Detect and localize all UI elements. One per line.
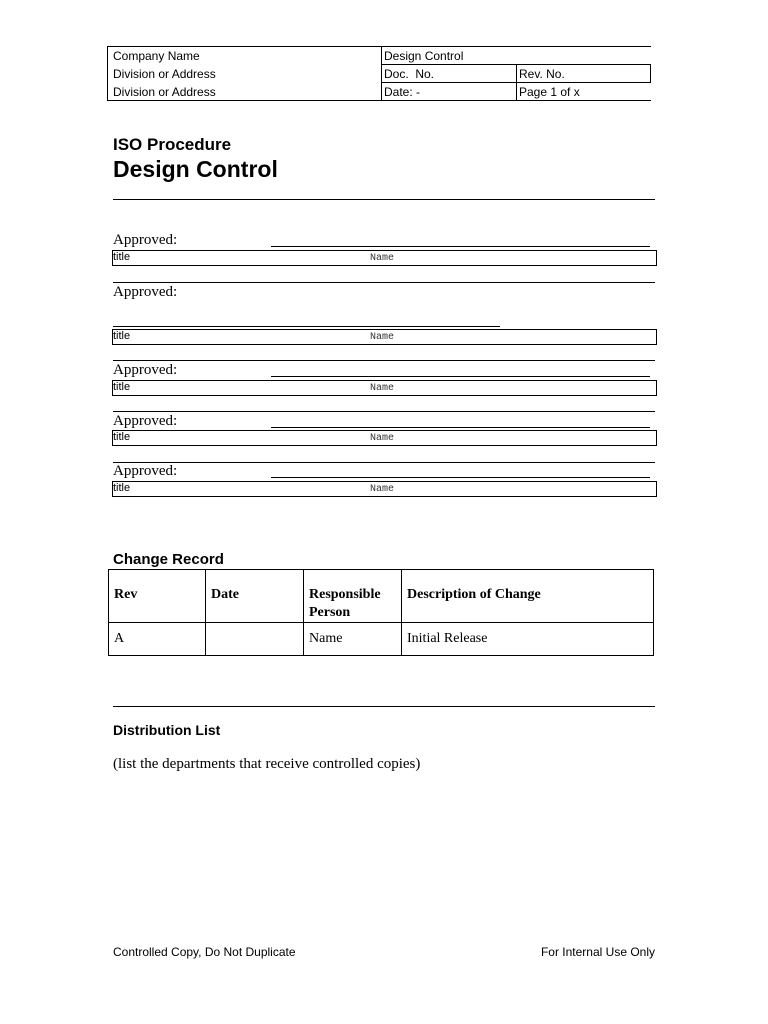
approval-box [112,481,657,497]
table-cell[interactable]: Initial Release [402,623,654,656]
table-cell[interactable] [206,623,304,656]
distribution-note: (list the departments that receive controlled copies) [113,756,421,772]
approval-box [112,380,657,396]
company-name: Company Name [113,49,200,63]
divider [113,411,655,412]
table-row [109,623,654,656]
header-date: Date: - [384,85,421,99]
approval-box [112,430,657,446]
section-divider [113,706,655,707]
approved-label: Approved: [113,232,178,248]
signature-line[interactable] [113,326,500,327]
page-title: Design Control [113,156,278,182]
approval-box [112,329,657,345]
divider [113,282,655,283]
header-doc-title: Design Control [384,49,464,63]
doc-number: Doc. No. [384,67,435,81]
document-header [107,46,651,101]
document-subtitle: ISO Procedure [113,135,232,154]
table-header-row [109,570,654,623]
column-header-responsible: Responsible Person [304,570,402,623]
table-cell[interactable]: A [109,623,206,656]
signature-line[interactable] [271,477,650,478]
approved-label: Approved: [113,284,178,300]
column-header-rev: Rev [109,570,206,623]
column-header-date: Date [206,570,304,623]
title-divider [113,199,655,200]
footer-right: For Internal Use Only [540,945,655,959]
approved-label: Approved: [113,463,178,479]
column-header-description: Description of Change [402,570,654,623]
approval-name-field[interactable]: Name [370,332,395,343]
approval-name-field[interactable]: Name [370,383,395,394]
approval-title-field[interactable]: title [113,330,131,342]
table-cell[interactable]: Name [304,623,402,656]
approval-title-field[interactable]: title [113,251,131,263]
divider [113,462,655,463]
approved-label: Approved: [113,362,178,378]
divider [113,360,655,361]
distribution-heading: Distribution List [113,722,221,738]
footer-left: Controlled Copy, Do Not Duplicate [113,945,296,959]
page-number: Page 1 of x [519,85,580,99]
signature-line[interactable] [271,427,650,428]
approval-title-field[interactable]: title [113,381,131,393]
approval-box [112,250,657,266]
division-address-1: Division or Address [113,67,216,81]
change-record-table [108,569,654,656]
approval-name-field[interactable]: Name [370,433,395,444]
approval-title-field[interactable]: title [113,431,131,443]
change-record-heading: Change Record [113,551,224,568]
rev-number: Rev. No. [519,67,565,81]
division-address-2: Division or Address [113,85,216,99]
approval-title-field[interactable]: title [113,482,131,494]
signature-line[interactable] [271,246,650,247]
approved-label: Approved: [113,413,178,429]
signature-line[interactable] [271,376,650,377]
approval-name-field[interactable]: Name [370,484,395,495]
approval-name-field[interactable]: Name [370,253,395,264]
